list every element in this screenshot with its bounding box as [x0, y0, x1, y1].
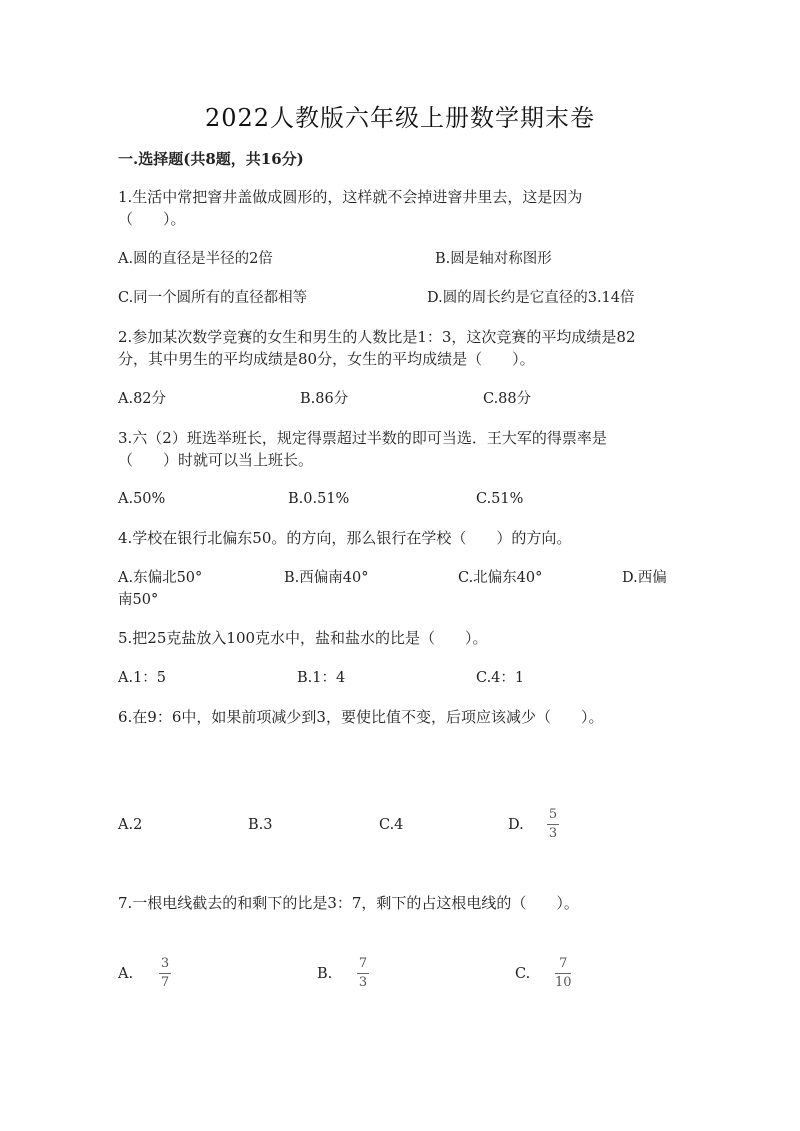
q1-option-c: C.同一个圆所有的直径都相等 [118, 290, 308, 306]
q6-option-d-fraction [547, 808, 559, 841]
q6-option-a: A.2 [118, 817, 143, 833]
page-title: 2022人教版六年级上册数学期末卷 [204, 104, 596, 132]
fraction-numerator: 7 [559, 956, 568, 971]
q1-option-a: A.圆的直径是半径的2倍 [118, 251, 273, 267]
q7-option-a-fraction [159, 957, 171, 990]
q7-option-b-fraction [357, 957, 369, 990]
q7-option-c-fraction [555, 957, 572, 990]
fraction-denominator: 3 [548, 826, 558, 841]
q7-option-b: B. [317, 966, 333, 982]
q6-option-c: C.4 [379, 817, 404, 833]
q3-option-c: C.51% [476, 491, 524, 507]
q3-option-b: B.0.51% [288, 491, 350, 507]
q4-option-a: A.东偏北50° [118, 570, 203, 586]
fraction-numerator: 5 [548, 807, 558, 822]
question-7-line-1: 7.一根电线截去的和剩下的比是3：7，剩下的占这根电线的（ ）。 [118, 894, 579, 912]
fraction-denominator: 3 [358, 975, 368, 990]
question-2-line-2: 分，其中男生的平均成绩是80分，女生的平均成绩是（ ）。 [118, 350, 535, 368]
question-1-line-1: 1.生活中常把窨井盖做成圆形的，这样就不会掉进窨井里去，这是因为 [118, 188, 583, 206]
q1-option-d: D.圆的周长约是它直径的3.14倍 [427, 290, 635, 306]
q4-option-c: C.北偏东40° [458, 570, 543, 586]
question-2-line-1: 2.参加某次数学竞赛的女生和男生的人数比是1：3，这次竞赛的平均成绩是82 [118, 328, 636, 346]
q5-option-a: A.1：5 [118, 670, 167, 686]
q5-option-c: C.4：1 [476, 670, 525, 686]
question-3-line-2: （ ）时就可以当上班长。 [118, 451, 314, 469]
question-3-line-1: 3.六（2）班选举班长，规定得票超过半数的即可当选．王大军的得票率是 [118, 429, 607, 447]
q6-option-d: D. [508, 817, 524, 833]
q3-option-a: A.50% [118, 491, 166, 507]
q4-option-d-continued: 南50° [118, 592, 159, 608]
fraction-bar [357, 973, 369, 974]
q4-option-b: B.西偏南40° [284, 570, 369, 586]
q1-option-b: B.圆是轴对称图形 [435, 251, 552, 267]
q4-option-d: D.西偏 [622, 570, 667, 586]
fraction-bar [555, 973, 571, 974]
q6-option-b: B.3 [248, 817, 273, 833]
question-1-line-2: （ ）。 [118, 210, 186, 228]
question-5-line-1: 5.把25克盐放入100克水中，盐和盐水的比是（ ）。 [118, 629, 488, 647]
q2-option-c: C.88分 [483, 391, 532, 407]
fraction-numerator: 7 [358, 956, 368, 971]
fraction-numerator: 3 [160, 956, 170, 971]
q2-option-a: A.82分 [118, 391, 167, 407]
fraction-bar [547, 824, 559, 825]
section-heading: 一.选择题(共8题，共16分) [118, 150, 304, 168]
fraction-denominator: 10 [555, 975, 572, 990]
fraction-bar [159, 973, 171, 974]
question-6-line-1: 6.在9：6中，如果前项减少到3，要使比值不变，后项应该减少（ ）。 [118, 708, 604, 726]
fraction-denominator: 7 [160, 975, 170, 990]
question-4-line-1: 4.学校在银行北偏东50。的方向，那么银行在学校（ ）的方向。 [118, 529, 572, 547]
q7-option-a: A. [118, 966, 134, 982]
q5-option-b: B.1：4 [297, 670, 346, 686]
q2-option-b: B.86分 [300, 391, 349, 407]
q7-option-c: C. [515, 966, 531, 982]
